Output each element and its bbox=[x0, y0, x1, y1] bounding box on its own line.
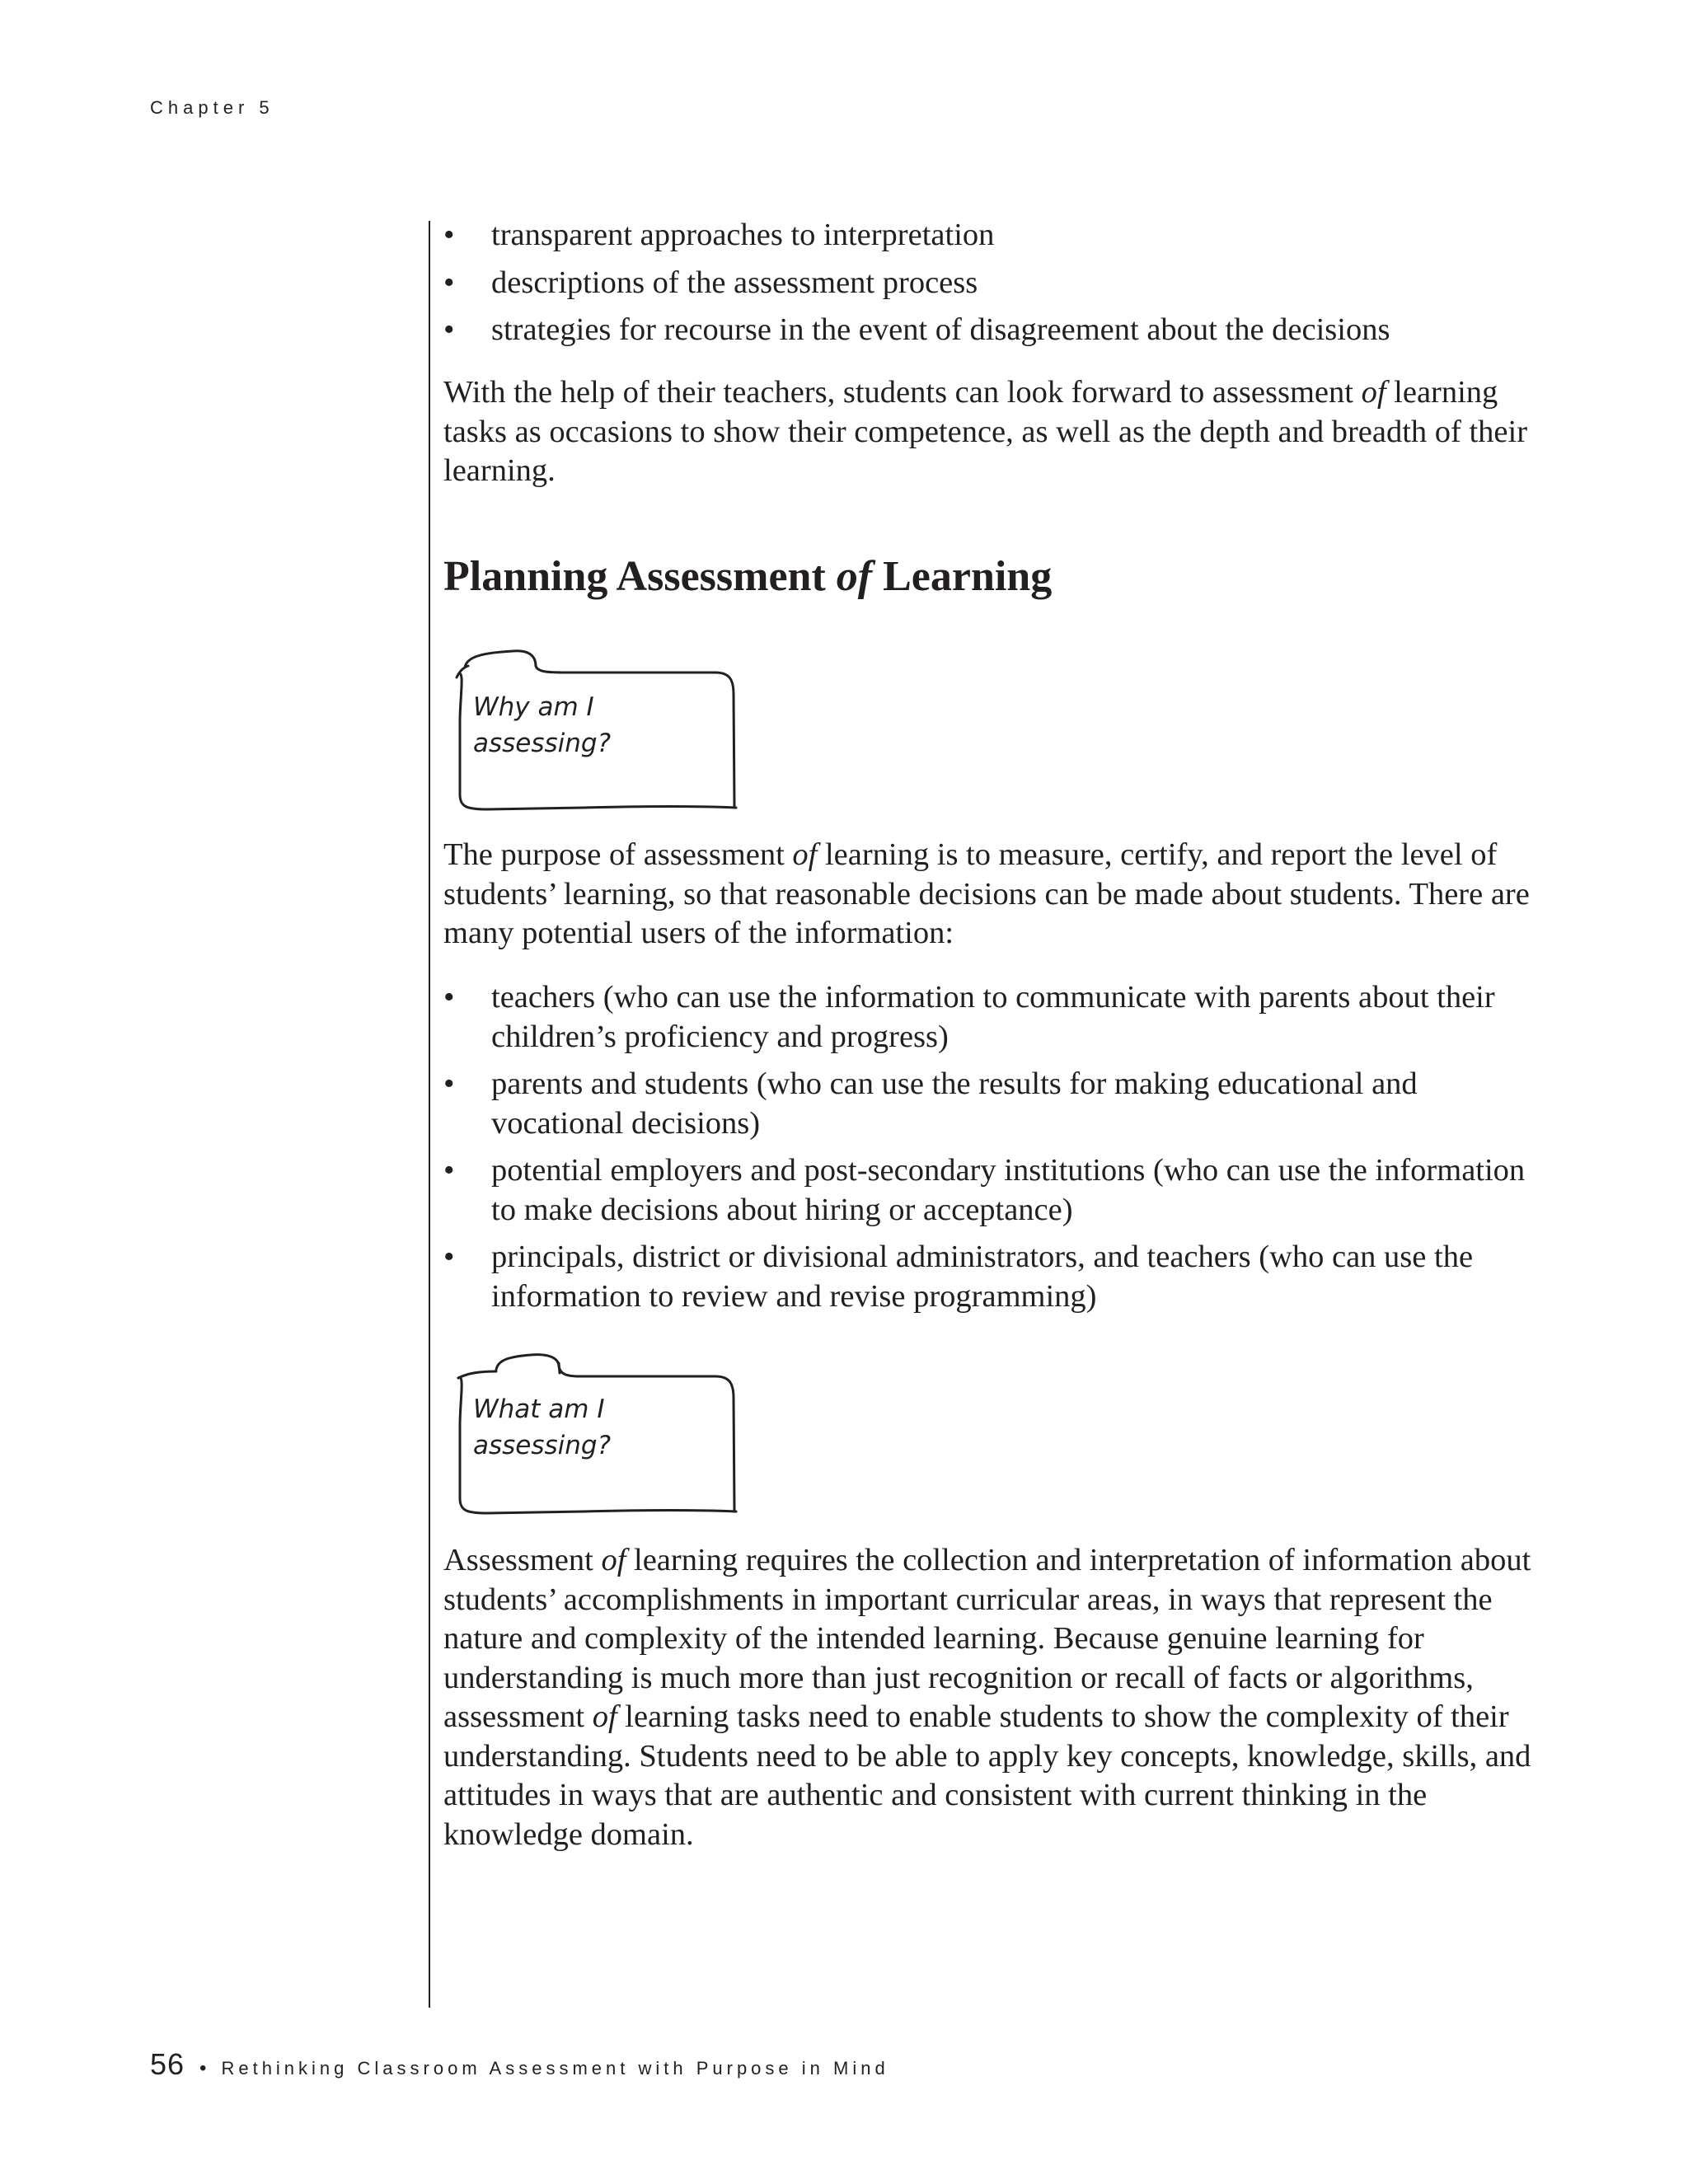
bullet-separator: • bbox=[199, 2057, 207, 2079]
bullet-icon: • bbox=[443, 1153, 455, 1188]
list-item: • transparent approaches to interpretation bbox=[443, 216, 1531, 255]
why-assessing-folder bbox=[452, 648, 742, 823]
folder-label: What am I assessing? bbox=[473, 1394, 612, 1460]
purpose-paragraph: The purpose of assessment of learning is to measure, certify, and report the level of students’ learning, so that reasonable decisions can be made about students. There are many potential users of the information: bbox=[443, 837, 1530, 950]
book-title: Rethinking Classroom Assessment with Purpose in Mind bbox=[221, 2058, 889, 2079]
final-paragraph: Assessment of learning requires the collection and interpretation of information about students’ accomplishments in important curricular areas, in ways that represent the nature and complexity of the intended learning. Because genuine learning for understanding is much more than just recognition or recall of facts or algorithms, assessment of learning tasks need to enable students to show the complexity of their understanding. Students need to be able to apply key concepts, knowledge, skills, and attitudes in ways that are authentic and consistent with current thinking in the knowledge domain. bbox=[443, 1543, 1531, 1852]
bullet-icon: • bbox=[443, 1066, 455, 1101]
running-head: Chapter 5 bbox=[150, 97, 274, 118]
list-item: • teachers (who can use the information to communicate with parents about their children’s proficiency and progress) bbox=[443, 980, 1495, 1054]
intro-paragraph: With the help of their teachers, students can look forward to assessment of learning tasks as occasions to show their competence, as well as the depth and breadth of their learning. bbox=[443, 375, 1528, 488]
bullet-icon: • bbox=[443, 312, 455, 347]
bullet-icon: • bbox=[443, 980, 455, 1015]
margin-rule bbox=[429, 221, 430, 2008]
page-number: 56 bbox=[150, 2047, 185, 2081]
bullet-icon: • bbox=[443, 265, 455, 300]
top-bullet-list bbox=[443, 216, 1531, 359]
what-assessing-folder bbox=[452, 1352, 742, 1526]
list-item: • principals, district or divisional administrators, and teachers (who can use the information to review and revise programming) bbox=[443, 1240, 1474, 1314]
bullet-icon: • bbox=[443, 1240, 455, 1274]
page-footer bbox=[150, 2047, 889, 2082]
folder-label: Why am I assessing? bbox=[473, 692, 612, 758]
list-item: • potential employers and post-secondary institutions (who can use the information to make decisions about hiring or acceptance) bbox=[443, 1153, 1526, 1227]
users-bullet-list bbox=[443, 978, 1531, 1324]
list-item: • strategies for recourse in the event of disagreement about the decisions bbox=[443, 311, 1531, 350]
section-heading: Planning Assessment of Learning bbox=[443, 553, 1053, 600]
list-item: • parents and students (who can use the results for making educational and vocational decisions) bbox=[443, 1066, 1418, 1141]
bullet-icon: • bbox=[443, 218, 455, 252]
list-item: • descriptions of the assessment process bbox=[443, 264, 1531, 303]
